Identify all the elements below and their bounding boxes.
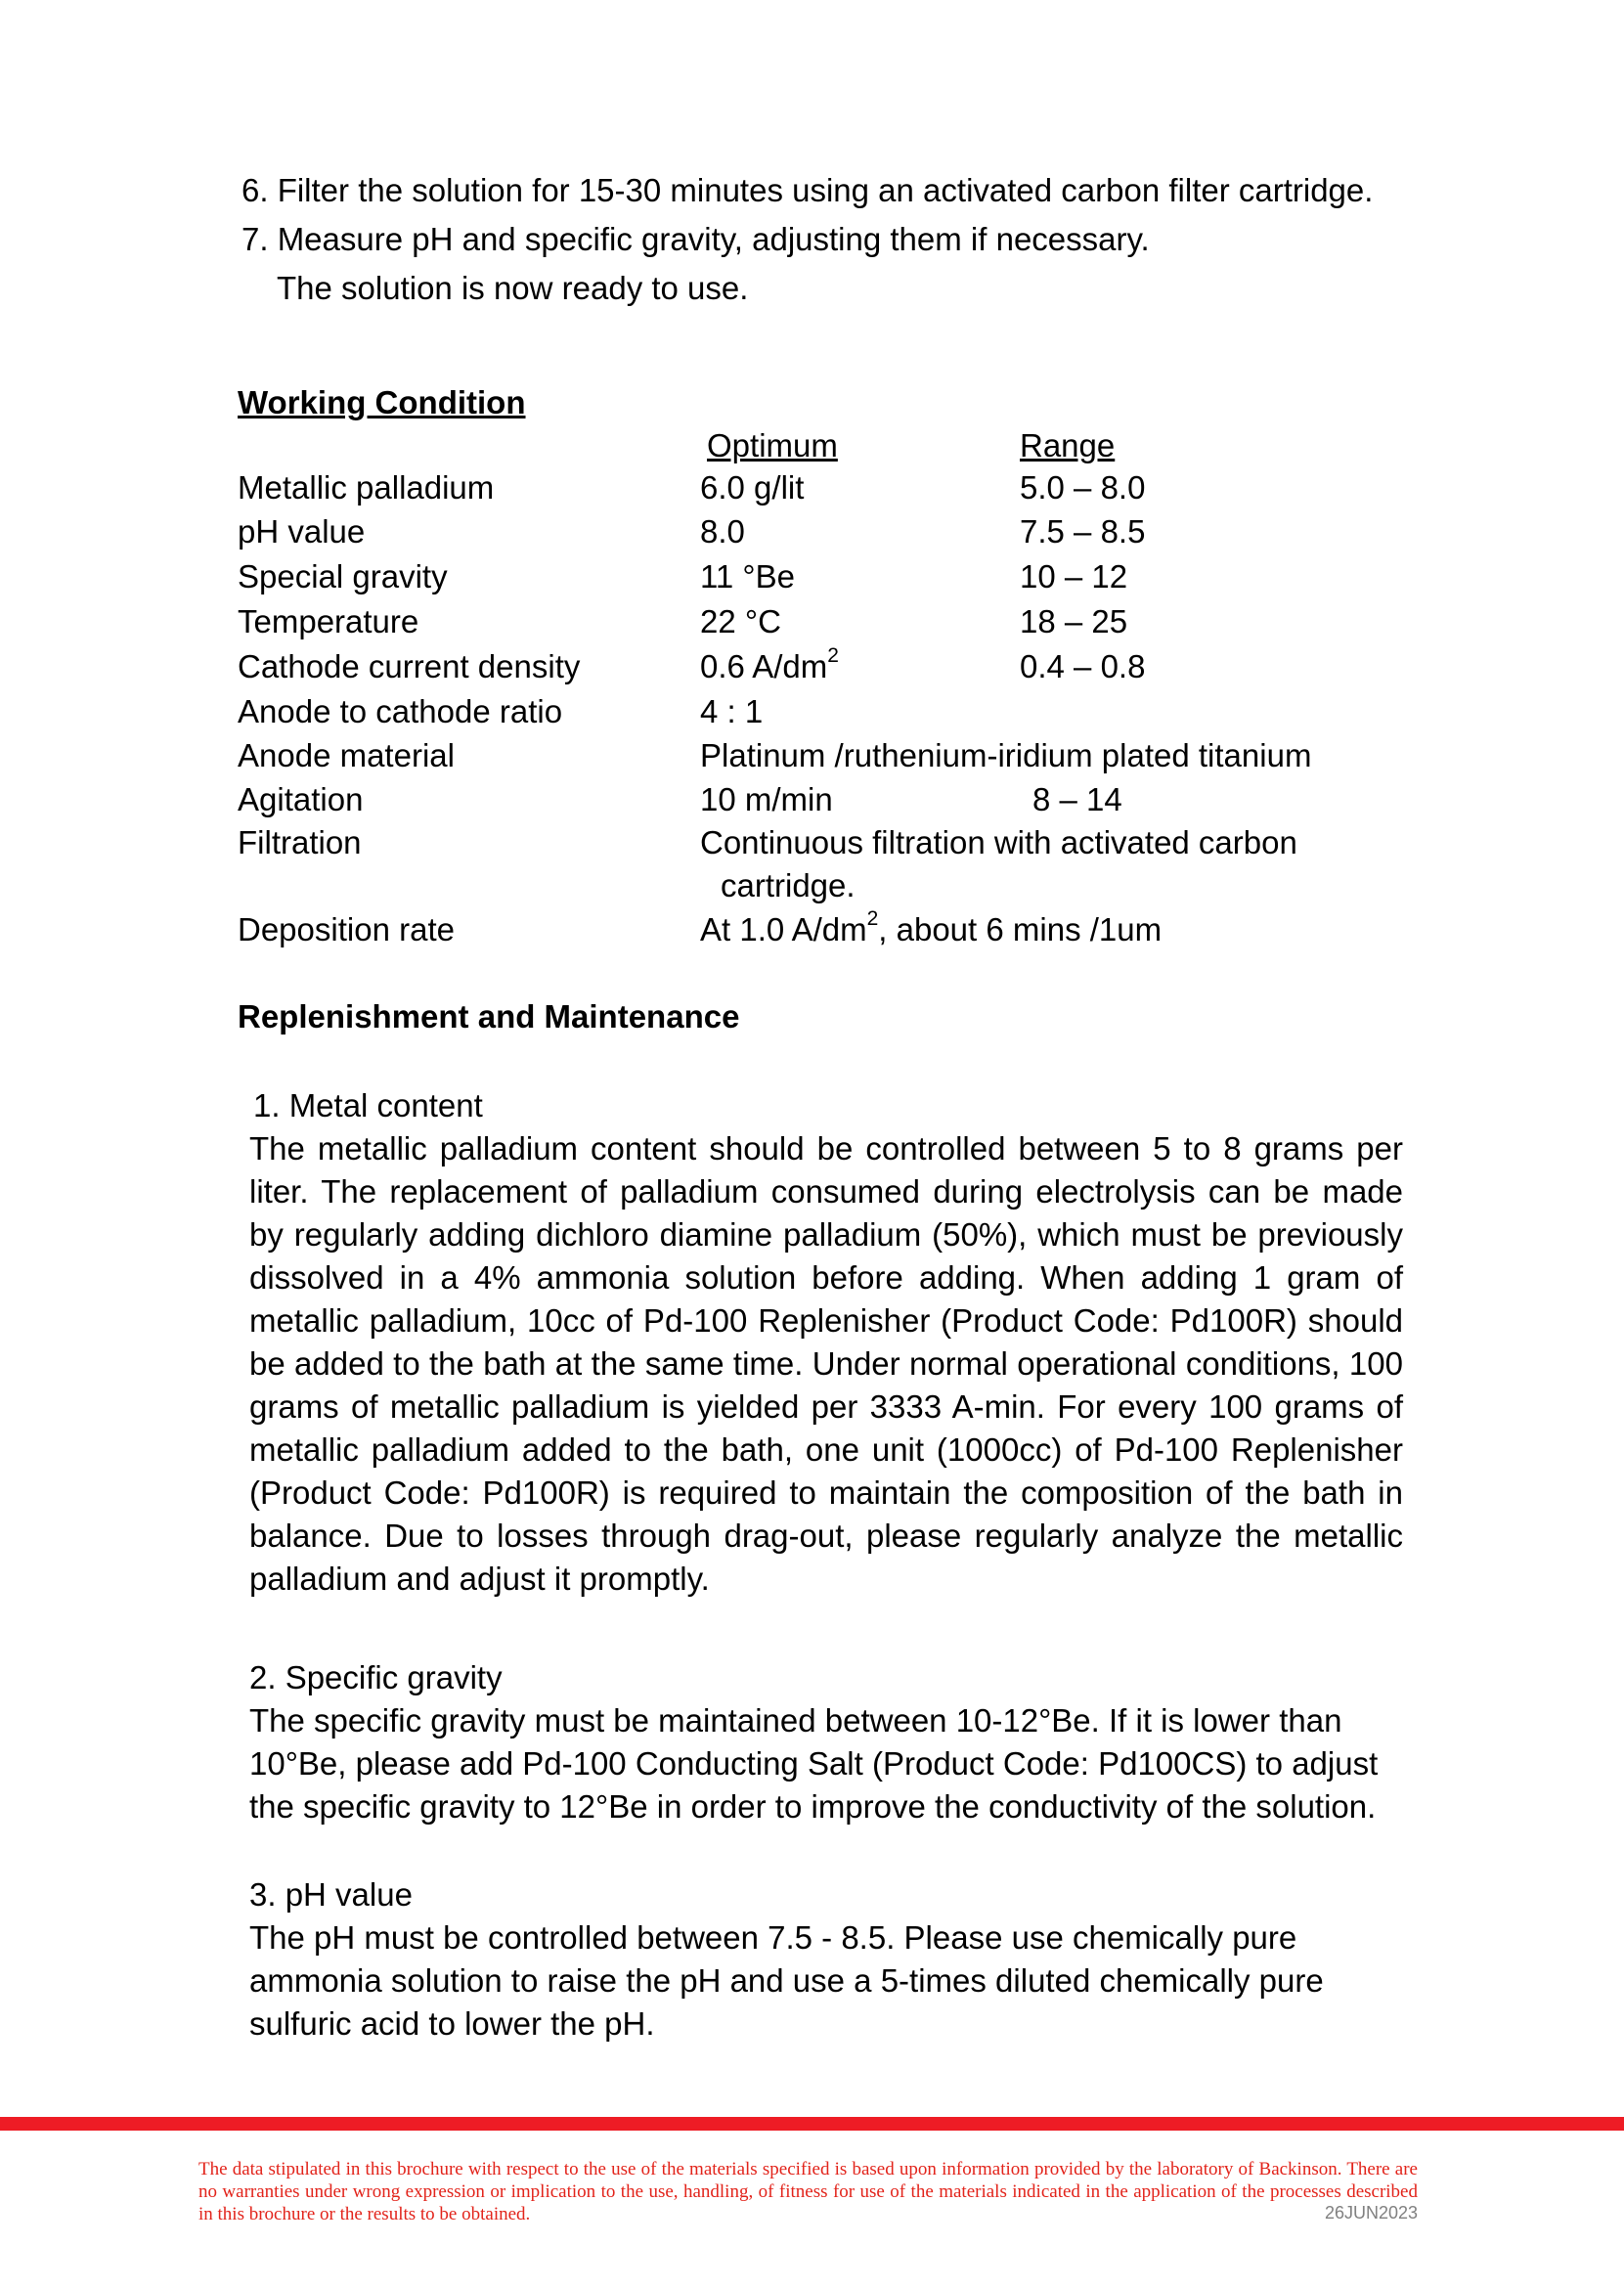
table-row bbox=[0, 781, 1624, 826]
condition-optimum: 8.0 bbox=[700, 513, 745, 550]
table-row bbox=[0, 824, 1624, 912]
step-6: 6. Filter the solution for 15-30 minutes using an activated carbon filter cartridge. bbox=[241, 172, 1374, 208]
condition-optimum: 22 °C bbox=[700, 603, 781, 639]
optimum-value: At 1.0 A/dm bbox=[700, 911, 867, 947]
optimum-column-header: Optimum bbox=[707, 427, 838, 463]
condition-optimum: 10 m/min bbox=[700, 781, 833, 817]
condition-optimum: 11 °Be bbox=[700, 558, 795, 594]
table-row bbox=[0, 907, 1624, 956]
condition-label: Anode material bbox=[238, 737, 455, 773]
condition-optimum: Continuous filtration with activated carbon bbox=[700, 824, 1297, 860]
optimum-value: 0.6 A/dm bbox=[700, 648, 828, 684]
condition-optimum bbox=[700, 644, 839, 685]
step-7: 7. Measure pH and specific gravity, adjusting them if necessary. bbox=[241, 221, 1150, 257]
section-body: The pH must be controlled between 7.5 - 8.5. Please use chemically pure ammonia solution to raise the pH and use a 5-times diluted chemically pure sulfuric acid to lower the pH. bbox=[249, 1919, 1324, 2042]
condition-label: Metallic palladium bbox=[238, 469, 495, 506]
condition-label: Agitation bbox=[238, 781, 364, 817]
section-heading: 2. Specific gravity bbox=[249, 1659, 503, 1695]
condition-range: 7.5 – 8.5 bbox=[1020, 513, 1146, 550]
table-row bbox=[0, 737, 1624, 782]
condition-range: 10 – 12 bbox=[1020, 558, 1128, 594]
condition-label: Cathode current density bbox=[238, 648, 581, 684]
table-row bbox=[0, 469, 1624, 514]
section-body: The specific gravity must be maintained between 10-12°Be. If it is lower than 10°Be, please add Pd-100 Conducting Salt (Product Code: Pd100CS) to adjust the specific gravity to 12°Be in order to improve the conductivity of the solution. bbox=[249, 1702, 1379, 1825]
section-heading: 1. Metal content bbox=[253, 1087, 483, 1123]
condition-range: 5.0 – 8.0 bbox=[1020, 469, 1146, 506]
condition-label: Filtration bbox=[238, 824, 362, 860]
condition-optimum bbox=[700, 907, 1163, 948]
condition-label: pH value bbox=[238, 513, 366, 550]
document-date: 26JUN2023 bbox=[1324, 2203, 1418, 2223]
preparation-steps bbox=[241, 166, 1373, 313]
condition-optimum-continued: cartridge. bbox=[721, 867, 856, 903]
replenishment-title: Replenishment and Maintenance bbox=[238, 998, 740, 1034]
condition-optimum: Platinum /ruthenium-iridium plated titanium bbox=[700, 737, 1312, 773]
condition-label: Deposition rate bbox=[238, 911, 455, 947]
condition-optimum: 6.0 g/lit bbox=[700, 469, 805, 506]
optimum-value-suffix: , about 6 mins /1um bbox=[878, 911, 1163, 947]
table-row bbox=[0, 693, 1624, 738]
condition-optimum: 4 : 1 bbox=[700, 693, 764, 729]
ready-note: The solution is now ready to use. bbox=[277, 270, 749, 306]
range-column-header: Range bbox=[1020, 427, 1116, 463]
superscript: 2 bbox=[827, 644, 839, 667]
footer-disclaimer: The data stipulated in this brochure with respect to the use of the materials specified is based upon information provided by the laboratory of Backinson. There are no warranties under wrong expression or implication to the use, handling, of fitness for use of the materials indicated in the application of the processes described in this brochure or the results to be obtained. bbox=[198, 2159, 1418, 2224]
section-metal-content bbox=[249, 1084, 1403, 1601]
table-row bbox=[0, 558, 1624, 603]
table-row bbox=[0, 644, 1624, 693]
section-body: The metallic palladium content should be controlled between 5 to 8 grams per liter. The replacement of palladium consumed during electrolysis can be made by regularly adding dichloro diamine palladium (50%), which must be previously dissolved in a 4% ammonia solution before adding. When adding 1 gram of metallic palladium, 10cc of Pd-100 Replenisher (Product Code: Pd100R) should be added to the bath at the same time. Under normal operational conditions, 100 grams of metallic palladium is yielded per 3333 A-min. For every 100 grams of metallic palladium added to the bath, one unit (1000cc) of Pd-100 Replenisher (Product Code: Pd100R) is required to maintain the composition of the bath in balance. Due to losses through drag-out, please regularly analyze the metallic palladium and adjust it promptly. bbox=[249, 1130, 1403, 1597]
section-ph-value bbox=[249, 1873, 1374, 2046]
condition-range: 18 – 25 bbox=[1020, 603, 1128, 639]
condition-label: Temperature bbox=[238, 603, 419, 639]
table-row bbox=[0, 513, 1624, 558]
condition-range: 8 – 14 bbox=[1032, 781, 1122, 817]
condition-range: 0.4 – 0.8 bbox=[1020, 648, 1146, 684]
section-heading: 3. pH value bbox=[249, 1876, 413, 1913]
section-specific-gravity bbox=[249, 1656, 1403, 1828]
table-row bbox=[0, 603, 1624, 648]
condition-label: Special gravity bbox=[238, 558, 448, 594]
superscript: 2 bbox=[866, 907, 879, 930]
working-condition-title: Working Condition bbox=[238, 384, 526, 420]
footer-red-bar bbox=[0, 2117, 1624, 2131]
condition-label: Anode to cathode ratio bbox=[238, 693, 563, 729]
